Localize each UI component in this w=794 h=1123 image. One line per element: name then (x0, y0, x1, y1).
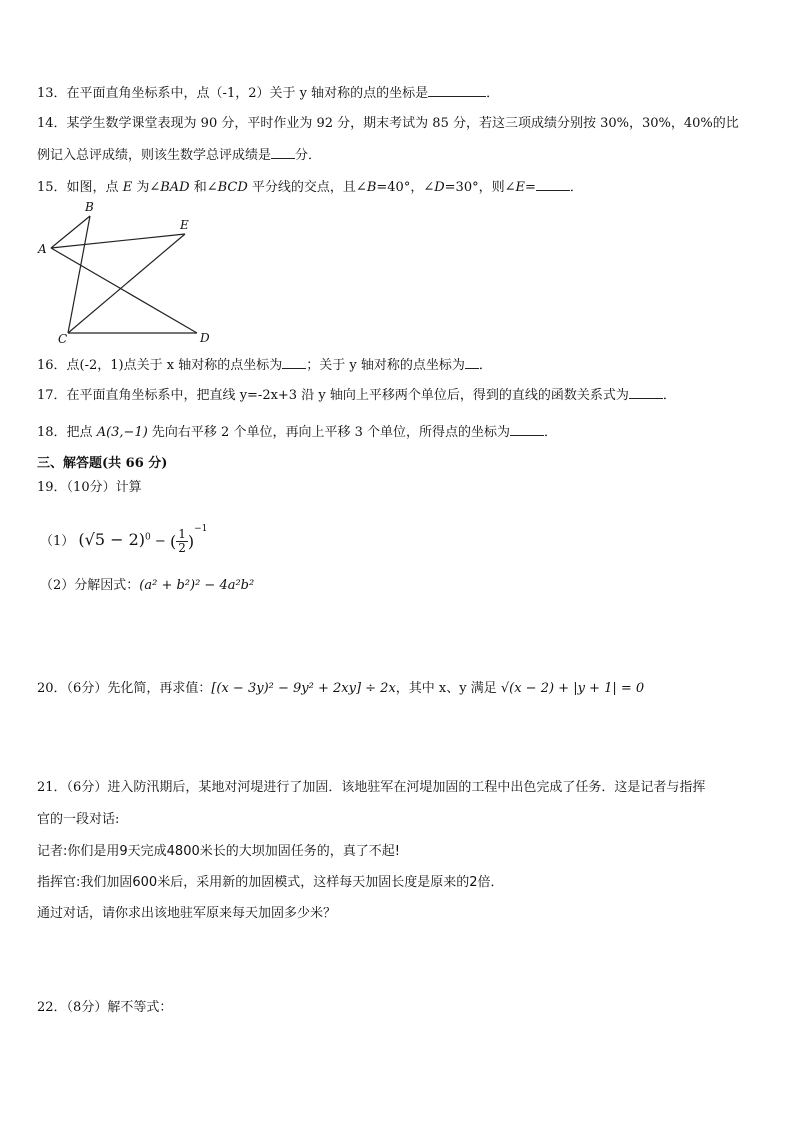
segment-BC (68, 216, 90, 333)
question-13: 13．在平面直角坐标系中，点（-1，2）关于 y 轴对称的点的坐标是 ． (37, 86, 500, 101)
dialog-reporter: 记者:你们是用9天完成4800米长的大坝加固任务的，真了不起! (37, 844, 400, 859)
question-14: 14．某学生数学课堂表现为 90 分，平时作业为 92 分，期末考试为 85 分，若这三项成绩分别按 30%，30%，40%的比 (37, 116, 739, 131)
q19-part1: （1） $(√5 - 2)^0$ − ( $\frac{1}{2}$ )$^{-1}$ (40, 524, 208, 555)
geometry-figure-15 (30, 196, 230, 346)
label-D: D (200, 331, 210, 345)
question-15: 15．如图，点 E 为∠BAD 和∠BCD 平分线的交点，且∠B=40°，∠D=30°，则∠E= ． (37, 180, 583, 195)
answer-blank[interactable] (536, 178, 570, 191)
segment-AD (51, 248, 197, 333)
label-C: C (58, 332, 68, 346)
answer-blank[interactable] (465, 356, 479, 369)
fraction: $\frac{1}{2}$ (178, 527, 186, 555)
label-E: E (180, 218, 189, 232)
label-A: A (38, 242, 47, 256)
section-title: 三、解答题(共 66 分) (37, 456, 168, 471)
question-17: 17．在平面直角坐标系中，把直线 y=-2x+3 沿 y 轴向上平移两个单位后，得到的直线的函数关系式为 ． (37, 388, 676, 403)
segment-AB (51, 216, 90, 248)
answer-blank[interactable] (629, 386, 663, 399)
question-14-cont: 例记入总评成绩，则该生数学总评成绩是 分． (37, 148, 322, 163)
question-21: 21．（6分）进入防汛期后，某地对河堤进行了加固．该地驻军在河堤加固的工程中出色完成了任务．这是记者与指挥 (37, 780, 706, 795)
answer-blank[interactable] (271, 146, 295, 159)
segment-AE (51, 234, 185, 248)
question-21-line2: 官的一段对话: (37, 812, 120, 827)
fraction-paren: ( (169, 531, 177, 551)
answer-blank[interactable] (428, 84, 486, 97)
answer-blank[interactable] (510, 423, 544, 436)
question-20: 20．（6分）先化简，再求值：[(x − 3y)² − 9y² + 2xy] ÷ 2x，其中 x、y 满足 √(x − 2) + |y + 1| = 0 (37, 681, 645, 696)
question-16: 16．点(-2，1)点关于 x 轴对称的点坐标为 ；关于 y 轴对称的点坐标为 ． (37, 358, 492, 373)
dialog-commander: 指挥官:我们加固600米后，采用新的加固模式，这样每天加固长度是原来的2倍． (37, 875, 504, 890)
segment-EC (68, 234, 185, 333)
question-18: 18．把点 A(3,−1) 先向右平移 2 个单位，再向上平移 3 个单位，所得点的坐标为 ． (37, 425, 558, 440)
question-19: 19．（10分）计算 (37, 480, 142, 495)
question-21-ask: 通过对话，请你求出该地驻军原来每天加固多少米？ (37, 906, 337, 921)
question-22: 22．（8分）解不等式： (37, 1000, 173, 1015)
answer-blank[interactable] (282, 356, 306, 369)
q19-part2: （2）分解因式：(a² + b²)² − 4a²b² (40, 578, 255, 593)
label-B: B (85, 200, 94, 214)
